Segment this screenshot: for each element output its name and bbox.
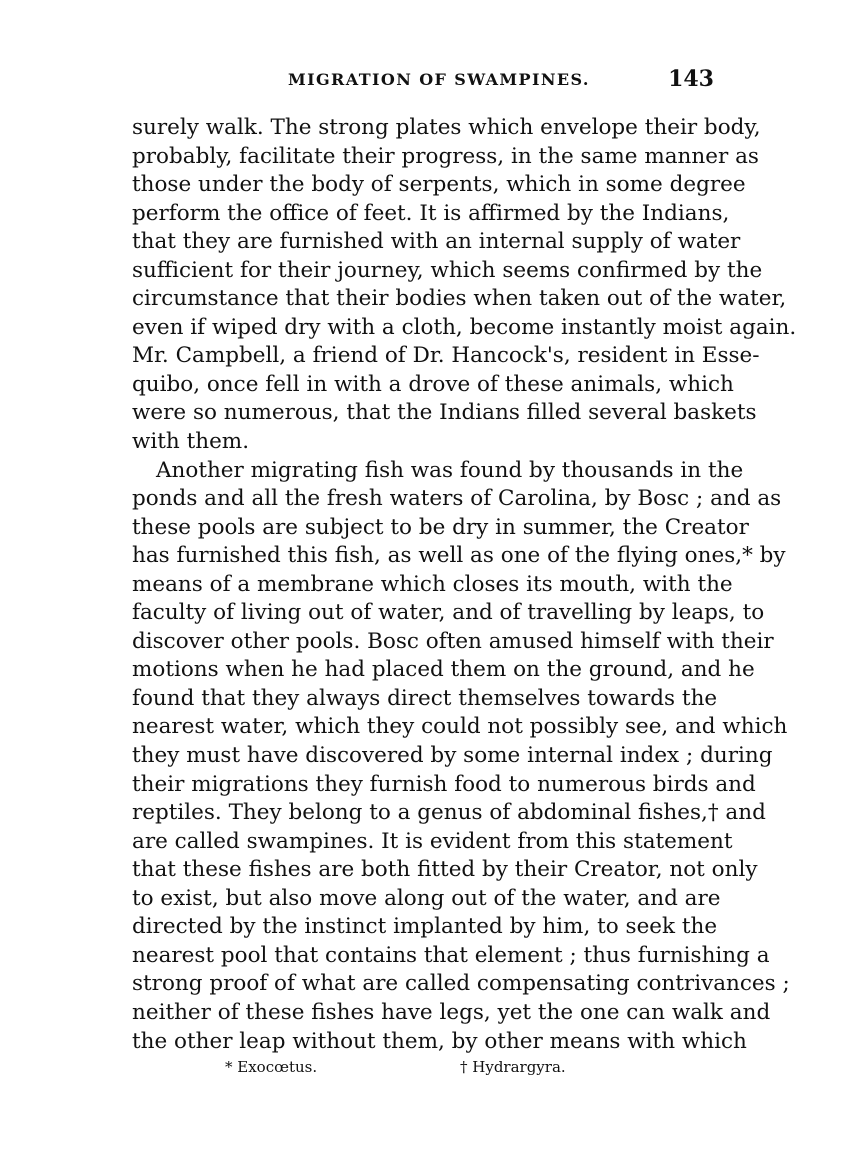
footnote-exocoetus: * Exocœtus.: [225, 1058, 318, 1076]
text-line: were so numerous, that the Indians filled several baskets: [132, 400, 757, 426]
running-title: MIGRATION OF SWAMPINES.: [288, 70, 590, 89]
text-line: strong proof of what are called compensating contrivances ;: [132, 971, 790, 997]
footnote-hydrargyra: † Hydrargyra.: [460, 1058, 566, 1076]
text-line: that these fishes are both fitted by their Creator, not only: [132, 857, 758, 883]
text-line: these pools are subject to be dry in summer, the Creator: [132, 514, 749, 540]
text-line: with them.: [132, 429, 250, 455]
body-text: [132, 114, 797, 1056]
text-line: directed by the instinct implanted by him, to seek the: [132, 914, 718, 940]
text-line: faculty of living out of water, and of travelling by leaps, to: [132, 600, 765, 626]
text-line: sufficient for their journey, which seems confirmed by the: [132, 257, 763, 283]
text-line: those under the body of serpents, which in some degree: [132, 172, 746, 198]
text-line: circumstance that their bodies when taken out of the water,: [132, 286, 787, 312]
text-line: that they are furnished with an internal supply of water: [132, 229, 741, 255]
footnotes: [0, 1058, 850, 1082]
text-line: means of a membrane which closes its mouth, with the: [132, 571, 733, 597]
text-line: nearest water, which they could not possibly see, and which: [132, 714, 788, 740]
text-line: to exist, but also move along out of the water, and are: [132, 885, 721, 911]
text-line: Mr. Campbell, a friend of Dr. Hancock's, resident in Esse-: [132, 343, 760, 369]
text-line: motions when he had placed them on the ground, and he: [132, 657, 755, 683]
text-line: surely walk. The strong plates which envelope their body,: [132, 115, 761, 140]
text-line: found that they always direct themselves towards the: [132, 685, 718, 711]
text-line: reptiles. They belong to a genus of abdominal fishes,† and: [132, 800, 766, 826]
text-line: has furnished this fish, as well as one of the flying ones,* by: [132, 543, 786, 569]
text-line: are called swampines. It is evident from this statement: [132, 828, 733, 854]
text-line: their migrations they furnish food to numerous birds and: [132, 771, 756, 797]
text-line: the other leap without them, by other means with which: [132, 1028, 747, 1054]
text-line: Another migrating fish was found by thousands in the: [156, 457, 744, 483]
text-line: they must have discovered by some internal index ; during: [132, 743, 773, 769]
text-line: quibo, once fell in with a drove of these animals, which: [132, 371, 734, 397]
text-line: discover other pools. Bosc often amused himself with their: [132, 628, 774, 654]
running-header: [132, 66, 714, 96]
text-line: even if wiped dry with a cloth, become instantly moist again.: [132, 314, 797, 340]
text-line: perform the office of feet. It is affirmed by the Indians,: [132, 200, 730, 226]
page-number: 143: [668, 66, 714, 92]
text-line: neither of these fishes have legs, yet the one can walk and: [132, 999, 771, 1025]
text-line: probably, facilitate their progress, in the same manner as: [132, 143, 759, 169]
text-line: nearest pool that contains that element ; thus furnishing a: [132, 942, 770, 968]
text-line: ponds and all the fresh waters of Carolina, by Bosc ; and as: [132, 486, 782, 512]
